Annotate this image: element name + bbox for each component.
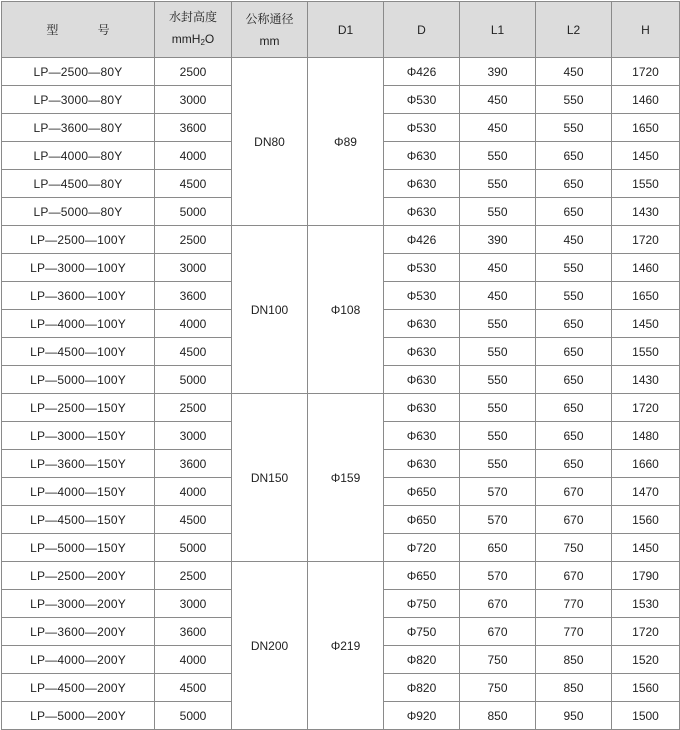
header-seal-height-unit [155,28,231,54]
table-header [2,2,680,58]
l2-cell: 550 [536,114,612,142]
d-cell: Φ530 [384,114,460,142]
h-cell: 1430 [612,366,680,394]
l1-cell: 570 [460,562,536,590]
l1-cell: 450 [460,86,536,114]
h-cell: 1720 [612,58,680,86]
d-cell: Φ650 [384,562,460,590]
seal-height-cell: 3600 [155,450,232,478]
table-row [2,562,680,590]
l2-cell: 550 [536,86,612,114]
model-cell: LP—4000—200Y [2,646,155,674]
model-cell: LP—5000—80Y [2,198,155,226]
seal-height-cell: 3600 [155,282,232,310]
header-nominal-label: 公称通径 [245,11,294,26]
seal-height-cell: 4500 [155,674,232,702]
header-row [2,2,680,58]
model-cell: LP—3600—100Y [2,282,155,310]
l2-cell: 650 [536,142,612,170]
l1-cell: 450 [460,282,536,310]
model-cell: LP—2500—80Y [2,58,155,86]
seal-height-cell: 2500 [155,58,232,86]
l1-cell: 550 [460,366,536,394]
header-h: H [612,2,680,58]
d-cell: Φ820 [384,674,460,702]
seal-height-cell: 3600 [155,618,232,646]
d-cell: Φ530 [384,86,460,114]
seal-height-cell: 3000 [155,422,232,450]
l2-cell: 850 [536,646,612,674]
d-cell: Φ630 [384,338,460,366]
nominal-diameter-cell: DN80 [232,58,308,226]
h-cell: 1790 [612,562,680,590]
seal-height-cell: 4000 [155,310,232,338]
l2-cell: 650 [536,170,612,198]
d-cell: Φ630 [384,170,460,198]
model-cell: LP—4500—150Y [2,506,155,534]
seal-height-cell: 5000 [155,534,232,562]
h-cell: 1560 [612,506,680,534]
model-cell: LP—4000—80Y [2,142,155,170]
seal-unit-post: O [204,31,215,46]
l1-cell: 550 [460,170,536,198]
h-cell: 1460 [612,86,680,114]
l2-cell: 950 [536,702,612,730]
h-cell: 1720 [612,394,680,422]
spec-table [1,1,680,730]
d-cell: Φ750 [384,618,460,646]
header-nominal [232,2,308,58]
h-cell: 1720 [612,226,680,254]
d1-cell: Φ219 [308,562,384,730]
d-cell: Φ750 [384,590,460,618]
l1-cell: 550 [460,394,536,422]
l1-cell: 650 [460,534,536,562]
l1-cell: 750 [460,674,536,702]
h-cell: 1560 [612,674,680,702]
l2-cell: 770 [536,590,612,618]
model-cell: LP—2500—150Y [2,394,155,422]
model-cell: LP—4000—100Y [2,310,155,338]
model-cell: LP—3600—80Y [2,114,155,142]
d-cell: Φ630 [384,310,460,338]
l2-cell: 650 [536,422,612,450]
seal-height-cell: 4500 [155,338,232,366]
d1-cell: Φ159 [308,394,384,562]
model-cell: LP—4500—200Y [2,674,155,702]
h-cell: 1530 [612,590,680,618]
h-cell: 1450 [612,310,680,338]
d-cell: Φ920 [384,702,460,730]
model-cell: LP—3600—150Y [2,450,155,478]
seal-height-cell: 2500 [155,562,232,590]
model-cell: LP—3000—100Y [2,254,155,282]
h-cell: 1430 [612,198,680,226]
d-cell: Φ426 [384,58,460,86]
model-cell: LP—3000—150Y [2,422,155,450]
d-cell: Φ720 [384,534,460,562]
l1-cell: 570 [460,506,536,534]
l2-cell: 670 [536,478,612,506]
d-cell: Φ530 [384,282,460,310]
l2-cell: 650 [536,450,612,478]
h-cell: 1450 [612,142,680,170]
seal-height-cell: 3000 [155,254,232,282]
model-cell: LP—2500—200Y [2,562,155,590]
seal-height-cell: 4000 [155,142,232,170]
l2-cell: 650 [536,198,612,226]
header-seal-height [155,2,232,58]
h-cell: 1450 [612,534,680,562]
d-cell: Φ650 [384,506,460,534]
model-cell: LP—3000—200Y [2,590,155,618]
l2-cell: 450 [536,58,612,86]
h-cell: 1650 [612,282,680,310]
model-cell: LP—5000—150Y [2,534,155,562]
d-cell: Φ820 [384,646,460,674]
h-cell: 1500 [612,702,680,730]
d-cell: Φ650 [384,478,460,506]
model-cell: LP—4500—100Y [2,338,155,366]
seal-height-cell: 4500 [155,170,232,198]
model-cell: LP—5000—100Y [2,366,155,394]
header-model-label: 型 号 [46,22,128,37]
l1-cell: 550 [460,310,536,338]
l2-cell: 550 [536,254,612,282]
seal-height-cell: 5000 [155,702,232,730]
l2-cell: 650 [536,310,612,338]
l2-cell: 850 [536,674,612,702]
header-model [2,2,155,58]
l1-cell: 550 [460,338,536,366]
h-cell: 1520 [612,646,680,674]
table-body [2,58,680,730]
nominal-diameter-cell: DN200 [232,562,308,730]
l1-cell: 450 [460,254,536,282]
model-cell: LP—4000—150Y [2,478,155,506]
l2-cell: 450 [536,226,612,254]
seal-height-cell: 4000 [155,646,232,674]
table-row [2,58,680,86]
d-cell: Φ530 [384,254,460,282]
l2-cell: 650 [536,338,612,366]
header-d1: D1 [308,2,384,58]
nominal-diameter-cell: DN100 [232,226,308,394]
l2-cell: 670 [536,506,612,534]
d-cell: Φ630 [384,198,460,226]
header-l2: L2 [536,2,612,58]
h-cell: 1550 [612,170,680,198]
l1-cell: 450 [460,114,536,142]
h-cell: 1470 [612,478,680,506]
d-cell: Φ630 [384,422,460,450]
l2-cell: 550 [536,282,612,310]
l1-cell: 670 [460,590,536,618]
l1-cell: 390 [460,226,536,254]
h-cell: 1660 [612,450,680,478]
d1-cell: Φ108 [308,226,384,394]
l2-cell: 650 [536,366,612,394]
seal-height-cell: 4500 [155,506,232,534]
model-cell: LP—3600—200Y [2,618,155,646]
l1-cell: 670 [460,618,536,646]
model-cell: LP—2500—100Y [2,226,155,254]
seal-height-cell: 3000 [155,86,232,114]
d1-cell: Φ89 [308,58,384,226]
h-cell: 1650 [612,114,680,142]
seal-height-cell: 3600 [155,114,232,142]
header-l1: L1 [460,2,536,58]
l2-cell: 770 [536,618,612,646]
l1-cell: 550 [460,198,536,226]
l2-cell: 650 [536,394,612,422]
l1-cell: 550 [460,450,536,478]
l2-cell: 750 [536,534,612,562]
d-cell: Φ630 [384,366,460,394]
nominal-diameter-cell: DN150 [232,394,308,562]
table-row [2,394,680,422]
seal-height-cell: 3000 [155,590,232,618]
model-cell: LP—5000—200Y [2,702,155,730]
model-cell: LP—3000—80Y [2,86,155,114]
header-nominal-unit: mm [259,33,280,48]
seal-unit-pre: mmH [171,31,201,46]
l1-cell: 570 [460,478,536,506]
h-cell: 1720 [612,618,680,646]
d-cell: Φ630 [384,142,460,170]
l1-cell: 550 [460,142,536,170]
table-row [2,226,680,254]
spec-table-container [1,1,679,730]
seal-height-cell: 5000 [155,366,232,394]
l1-cell: 390 [460,58,536,86]
l1-cell: 550 [460,422,536,450]
header-seal-height-label: 水封高度 [168,9,217,24]
seal-height-cell: 2500 [155,226,232,254]
seal-unit-sub: 2 [200,37,205,47]
seal-height-cell: 5000 [155,198,232,226]
d-cell: Φ426 [384,226,460,254]
seal-height-cell: 4000 [155,478,232,506]
h-cell: 1460 [612,254,680,282]
d-cell: Φ630 [384,450,460,478]
l1-cell: 750 [460,646,536,674]
header-d: D [384,2,460,58]
d-cell: Φ630 [384,394,460,422]
h-cell: 1480 [612,422,680,450]
l2-cell: 670 [536,562,612,590]
model-cell: LP—4500—80Y [2,170,155,198]
l1-cell: 850 [460,702,536,730]
seal-height-cell: 2500 [155,394,232,422]
h-cell: 1550 [612,338,680,366]
